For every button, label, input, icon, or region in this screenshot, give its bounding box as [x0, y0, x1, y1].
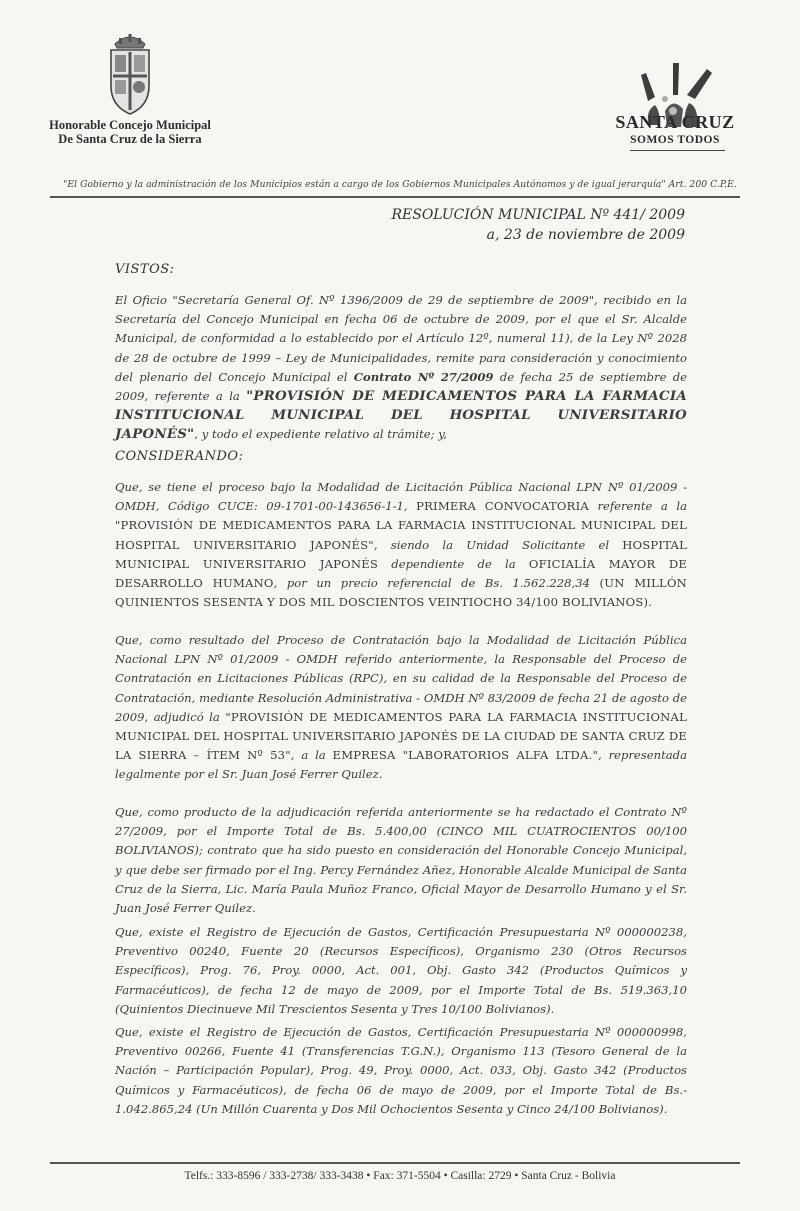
considerando-paragraph-3: Que, como producto de la adjudicación referida anteriormente se ha redactado el Contrato Nº 27/2009, por el Importe Total de Bs. 5.400,00 (CINCO MIL CUATROCIENTOS 00/100 BOLIVIANOS); contrato que ha sido puesto en consideración del Honorable Concejo Municipal, y que debe ser firmado por el Ing. Percy Fernández Añez, Honorable Alcalde Municipal de Santa Cruz de la Sierra, Lic. María Paula Muñoz Franco, Oficial Mayor de Desarrollo Humano y el Sr. Juan José Ferrer Quilez. — [115, 805, 687, 916]
council-name-line1: Honorable Concejo Municipal — [49, 118, 211, 132]
contract-object: "PROVISIÓN DE MEDICAMENTOS PARA LA FARMACIA INSTITUCIONAL MUNICIPAL DEL HOSPITAL UNIVERSITARIO JAPONÉS" — [115, 389, 687, 443]
c2-company: EMPRESA "LABORATORIOS ALFA LTDA." — [332, 748, 599, 763]
c1-text-i: , por un precio referencial de Bs. 1.562.228,34 — [273, 576, 600, 591]
vistos-text-c: , y todo el expediente relativo al trámite; y, — [194, 427, 447, 442]
c1-object: "PROVISIÓN DE MEDICAMENTOS PARA LA FARMACIA INSTITUCIONAL MUNICIPAL DEL HOSPITAL UNIVERSITARIO JAPONÉS" — [115, 518, 687, 552]
coat-of-arms-icon — [105, 30, 155, 116]
c1-oficialia: OFICIALÍA MAYOR DE DESARROLLO HUMANO — [115, 556, 687, 591]
c1-text-g: dependiente de la — [378, 556, 529, 571]
resolution-date: a, 23 de noviembre de 2009 — [486, 227, 685, 243]
council-name-line2: De Santa Cruz de la Sierra — [58, 132, 202, 146]
footer-contact: Telfs.: 333-8596 / 333-2738/ 333-3438 • Fax: 371-5504 • Casilla: 2729 • Santa Cruz - Bolivia — [184, 1170, 616, 1182]
council-name — [40, 118, 220, 146]
footer-divider — [50, 1162, 740, 1164]
logo-subtitle: SOMOS TODOS — [630, 134, 720, 146]
constitution-motto: "El Gobierno y la administración de los Municipios están a cargo de los Gobiernos Municipales Autónomos y de igual jerarquía" Art. 200 C.P.E. — [63, 179, 737, 190]
c2-text-e: , representada legalmente por el Sr. Juan José Ferrer Quilez. — [115, 748, 687, 782]
vistos-heading: VISTOS: — [115, 262, 175, 277]
c1-convocatoria: PRIMERA CONVOCATORIA — [416, 499, 589, 514]
resolution-title: RESOLUCIÓN MUNICIPAL Nº 441/ 2009 — [391, 207, 685, 223]
c2-text-a: Que, como resultado del Proceso de Contratación bajo la Modalidad de Licitación Pública Nacional LPN Nº 01/2009 - OMDH referido anteriormente, la Responsable del Proceso de Contratación en Licitaciones Públicas (RPC), en su calidad de la Responsable del Proceso de Contratación, mediante Resolución Administrativa - OMDH Nº 83/2009 de fecha 21 de agosto de 2009, adjudicó la — [115, 633, 687, 724]
vistos-text-a: El Oficio "Secretaría General Of. Nº 1396/2009 de 29 de septiembre de 2009", recibido en la Secretaría del Concejo Municipal en fecha 06 de octubre de 2009, por el que el Sr. Alcalde Municipal, de conformidad a lo establecido por el Artículo 12º, numeral 11), de la Ley Nº 2028 de 28 de octubre de 1999 – Ley de Municipalidades, remite para consideración y conocimiento del plenario del Concejo Municipal el — [115, 293, 687, 384]
c1-text-e: , siendo la Unidad Solicitante el — [373, 537, 623, 552]
considerando-paragraph-5: Que, existe el Registro de Ejecución de Gastos, Certificación Presupuestaria Nº 000000998, Preventivo 00266, Fuente 41 (Transferencias T.G.N.), Organismo 113 (Tesoro General de la Nación – Participación Popular), Prog. 49, Proy. 0000, Act. 033, Obj. Gasto 342 (Productos Químicos y Farmacéuticos), de fecha 06 de mayo de 2009, por el Importe Total de Bs.- 1.042.865,24 (Un Millón Cuarenta y Dos Mil Ochocientos Sesenta y Cinco 24/100 Bolivianos). — [115, 1025, 687, 1116]
c1-text-a: Que, se tiene el proceso bajo la Modalidad de Licitación Pública Nacional LPN Nº 01/2009 - OMDH, Código CUCE: 09-1701-00-143656-1-1, — [115, 480, 687, 514]
c1-amount-words: (UN MILLÓN QUINIENTOS SESENTA Y DOS MIL DOSCIENTOS VEINTIOCHO 34/100 BOLIVIANOS). — [115, 576, 687, 610]
c1-text-c: referente a la — [588, 499, 687, 514]
considerando-paragraph-4: Que, existe el Registro de Ejecución de Gastos, Certificación Presupuestaria Nº 000000238, Preventivo 00240, Fuente 20 (Recursos Específicos), Organismo 230 (Otros Recursos Específicos), Prog. 76, Proy. 0000, Act. 001, Obj. Gasto 342 (Productos Químicos y Farmacéuticos), de fecha 12 de mayo de 2009, por el Importe Total de Bs. 519.363,10 (Quinientos Diecinueve Mil Trescientos Sesenta y Tres 10/100 Bolivianos). — [115, 925, 687, 1016]
considerando-paragraph-2 — [115, 631, 687, 785]
contract-number: Contrato Nº 27/2009 — [353, 369, 494, 384]
vistos-paragraph — [115, 291, 687, 445]
c2-object: "PROVISIÓN DE MEDICAMENTOS PARA LA FARMACIA INSTITUCIONAL MUNICIPAL DEL HOSPITAL UNIVERSITARIO JAPONÉS DE LA CIUDAD DE SANTA CRUZ DE LA SIERRA – ÍTEM Nº 53" — [115, 709, 687, 763]
logo-underline — [630, 150, 725, 151]
header-divider — [50, 196, 740, 198]
c1-hospital: HOSPITAL MUNICIPAL UNIVERSITARIO JAPONÉS — [115, 537, 687, 571]
considerando-heading: CONSIDERANDO: — [115, 449, 244, 464]
vistos-text-b: de fecha 25 de septiembre de 2009, referente a la — [115, 369, 688, 404]
c2-text-c: , a la — [290, 748, 333, 763]
logo-title: SANTA CRUZ — [615, 112, 735, 132]
considerando-paragraph-1 — [115, 478, 687, 612]
